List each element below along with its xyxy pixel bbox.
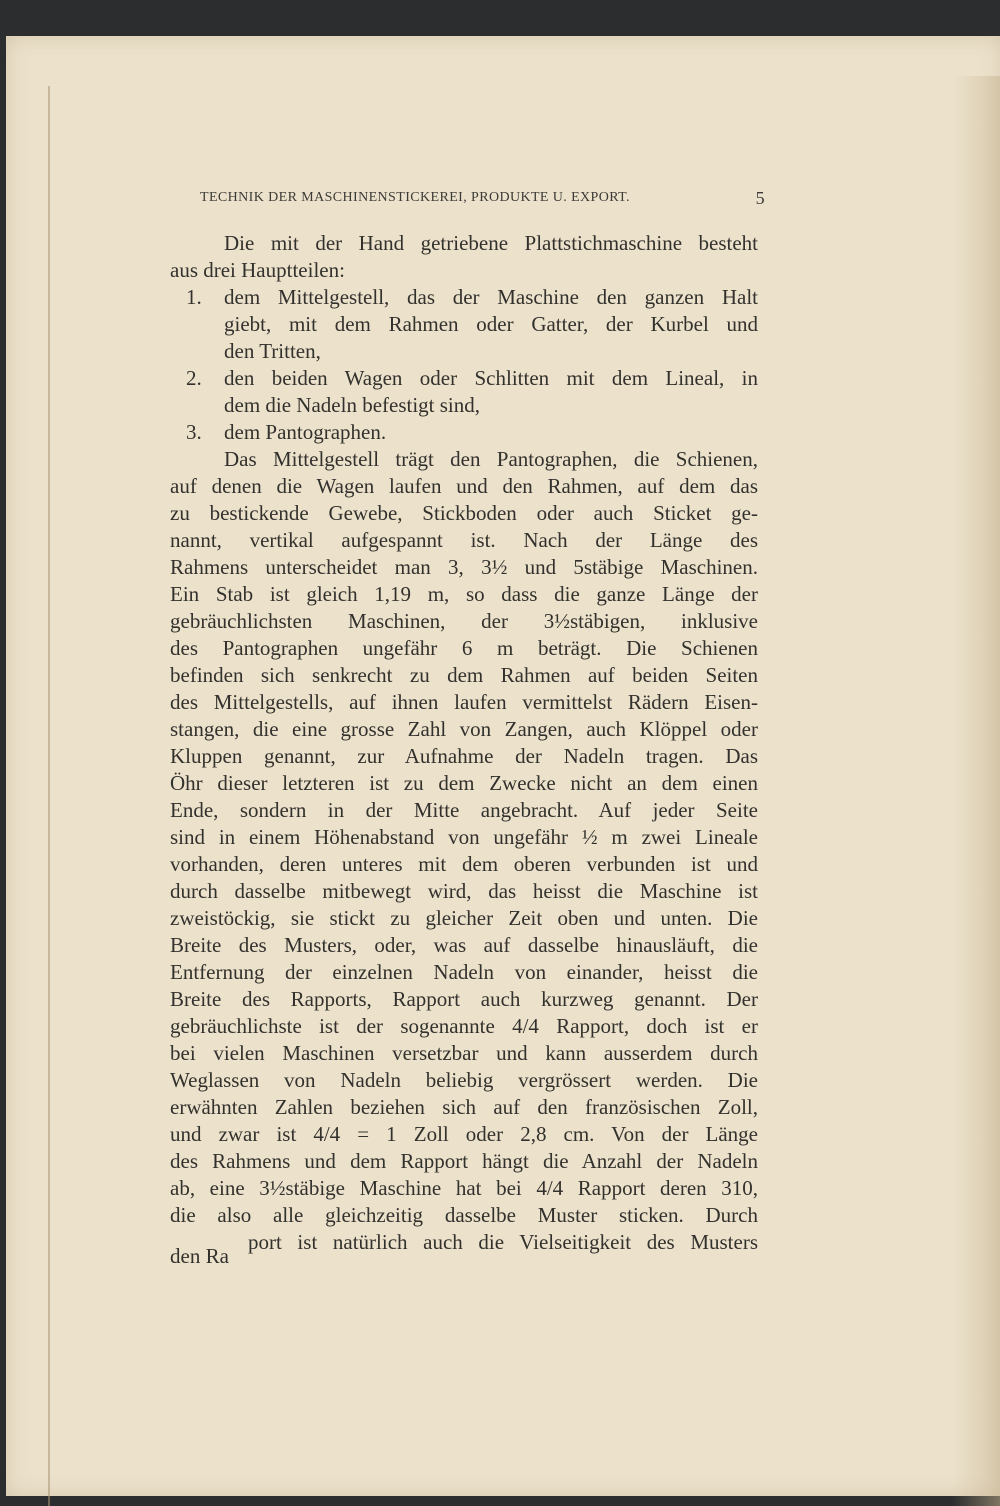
list-line: den Tritten, [224,339,321,363]
list-number: 1. [186,285,202,309]
paragraph-line: Öhr dieser letzteren ist zu dem Zwecke nicht an dem einen [170,771,758,795]
list-line: den beiden Wagen oder Schlitten mit dem Lineal, in [224,366,758,390]
list-line: giebt, mit dem Rahmen oder Gatter, der Kurbel und [224,312,758,336]
final-line-right: port ist natürlich auch die Vielseitigkeit des Musters [248,1230,758,1254]
paragraph-line: Breite des Rapports, Rapport auch kurzweg genannt. Der [170,987,758,1011]
paragraph-line: Weglassen von Nadeln beliebig vergrössert werden. Die [170,1068,758,1092]
paragraph-line: erwähnten Zahlen beziehen sich auf den französischen Zoll, [170,1095,758,1119]
paragraph-line: Kluppen genannt, zur Aufnahme der Nadeln tragen. Das [170,744,758,768]
paragraph-line: Entfernung der einzelnen Nadeln von einander, heisst die [170,960,758,984]
paragraph-line: gebräuchlichsten Maschinen, der 3½stäbigen, inklusive [170,609,758,633]
paragraph-line: ab, eine 3½stäbige Maschine hat bei 4/4 Rapport deren 310, [170,1176,758,1200]
list-number: 3. [186,420,202,444]
paragraph-line: vorhanden, deren unteres mit dem oberen verbunden ist und [170,852,758,876]
paragraph-line: des Mittelgestells, auf ihnen laufen vermittelst Rädern Eisen- [170,690,758,714]
paragraph-line: Breite des Musters, oder, was auf dasselbe hinausläuft, die [170,933,758,957]
page-edge-shadow [952,76,1000,1506]
paragraph-line: zu bestickende Gewebe, Stickboden oder auch Sticket ge- [170,501,758,525]
paragraph-line: Das Mittelgestell trägt den Pantographen, die Schienen, [224,447,758,471]
list-item [170,419,758,446]
paragraph-line: die also alle gleichzeitig dasselbe Muster sticken. Durch [170,1203,758,1227]
paragraph-line: auf denen die Wagen laufen und den Rahmen, auf dem das [170,474,758,498]
paragraph-line: zweistöckig, sie stickt zu gleicher Zeit oben und unten. Die [170,906,758,930]
paragraph-line: durch dasselbe mitbewegt wird, das heisst die Maschine ist [170,879,758,903]
list-line: dem Mittelgestell, das der Maschine den ganzen Halt [224,285,758,309]
paragraph-line: stangen, die eine grosse Zahl von Zangen, auch Klöppel oder [170,717,758,741]
list-line: dem Pantographen. [224,420,387,444]
paragraph-line: des Pantographen ungefähr 6 m beträgt. Die Schienen [170,636,758,660]
intro-line: aus drei Hauptteilen: [170,258,345,282]
paragraph-line: Rahmens unterscheidet man 3, 3½ und 5stäbige Maschinen. [170,555,758,579]
page-number: 5 [755,188,765,208]
paragraph-line: sind in einem Höhenabstand von ungefähr ½ m zwei Lineale [170,825,758,849]
final-line [170,1229,758,1269]
paragraph-line: bei vielen Maschinen versetzbar und kann ausserdem durch [170,1041,758,1065]
paragraph-line: nannt, vertikal aufgespannt ist. Nach der Länge des [170,528,758,552]
paragraph-line: und zwar ist 4/4 = 1 Zoll oder 2,8 cm. Von der Länge [170,1122,758,1146]
running-header [200,190,765,206]
list-item [170,365,758,419]
intro-line: Die mit der Hand getriebene Plattstichmaschine besteht [224,231,758,255]
list-item [170,284,758,365]
paragraph-line: Ende, sondern in der Mitte angebracht. Auf jeder Seite [170,798,758,822]
paragraph-line: gebräuchlichste ist der sogenannte 4/4 Rapport, doch ist er [170,1014,758,1038]
body-text [170,230,758,1269]
header-title: TECHNIK DER MASCHINENSTICKEREI, PRODUKTE U. EXPORT. [200,190,630,205]
page-fold [48,86,50,1506]
paragraph-line: Ein Stab ist gleich 1,19 m, so dass die ganze Länge der [170,582,758,606]
final-line-left: den Ra [170,1244,229,1268]
list-line: dem die Nadeln befestigt sind, [224,393,481,417]
paragraph-line: befinden sich senkrecht zu dem Rahmen auf beiden Seiten [170,663,758,687]
list-number: 2. [186,366,202,390]
paragraph-line: des Rahmens und dem Rapport hängt die Anzahl der Nadeln [170,1149,758,1173]
